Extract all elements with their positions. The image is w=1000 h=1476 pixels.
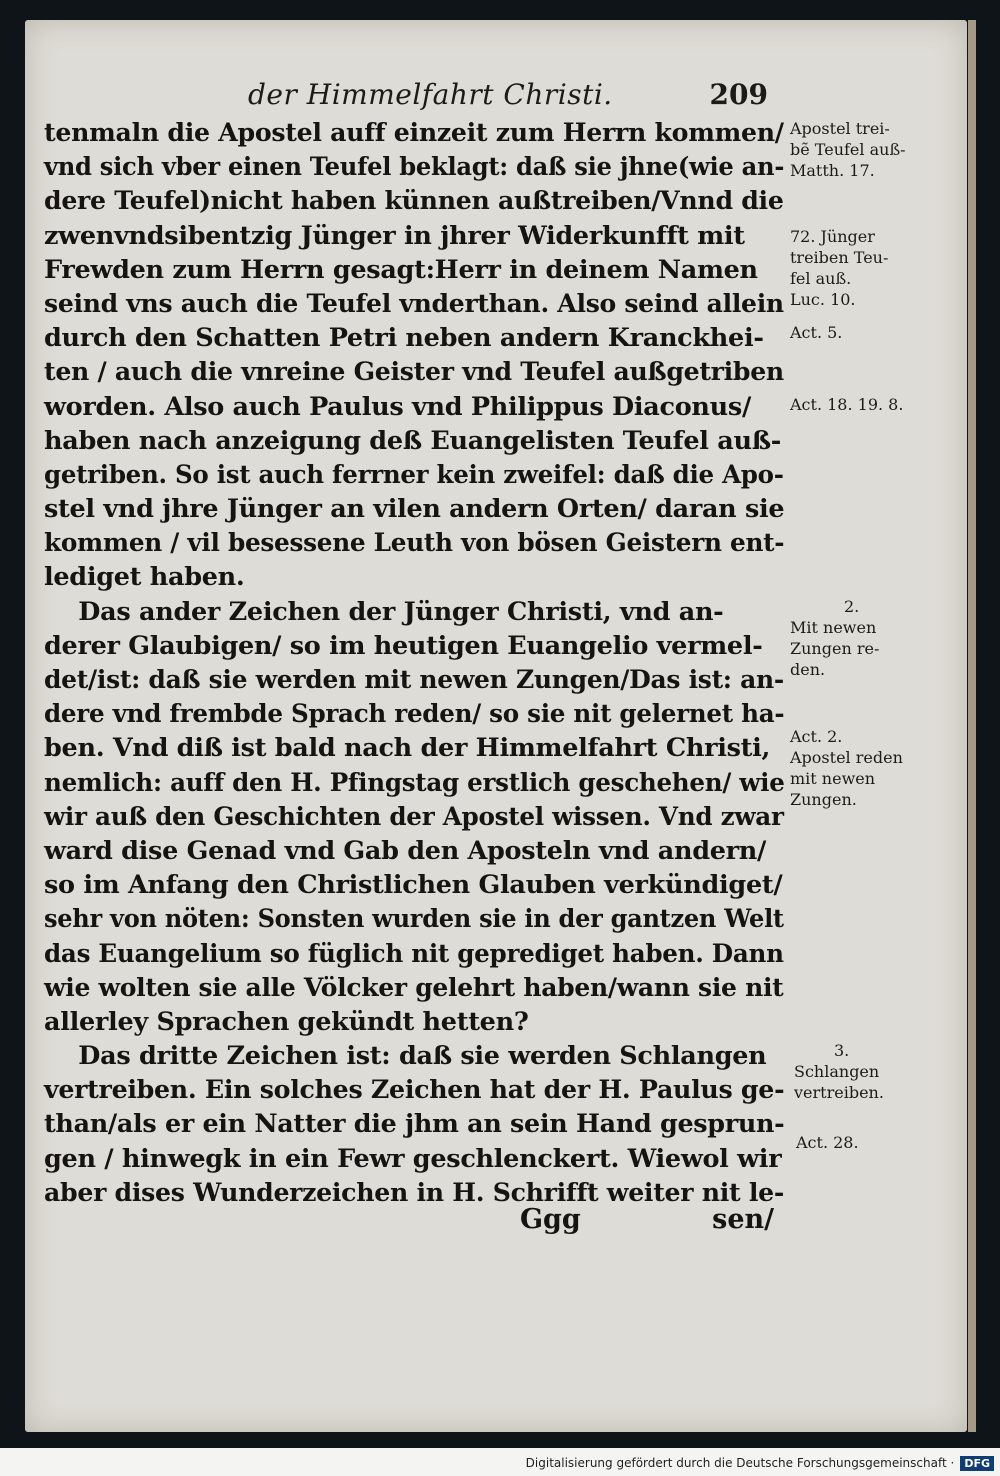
- margin-line: Schlangen: [794, 1062, 880, 1081]
- text-line: dere Teufel)nicht haben künnen außtreiben/Vnnd die: [44, 186, 784, 217]
- margin-line: Luc. 10.: [790, 290, 856, 309]
- text-line: haben nach anzeigung deß Euangelisten Teufel auß-: [44, 425, 782, 456]
- margin-line: bẽ Teufel auß-: [790, 140, 906, 159]
- page-number: 209: [709, 78, 768, 111]
- margin-line: Mit newen: [790, 618, 877, 637]
- text-line: seind vns auch die Teufel vnderthan. Also seind allein: [44, 288, 784, 319]
- text-line: det/ist: daß sie werden mit newen Zungen/Das ist: an-: [44, 665, 785, 695]
- margin-note: [790, 118, 906, 181]
- text-line: vertreiben. Ein solches Zeichen hat der H. Paulus ge-: [44, 1075, 785, 1106]
- text-line: Das dritte Zeichen ist: daß sie werden Schlangen: [44, 1041, 767, 1072]
- text-line: nemlich: auff den H. Pfingstag erstlich geschehen/ wie: [44, 767, 785, 798]
- text-line: Das ander Zeichen der Jünger Christi, vnd an-: [44, 596, 724, 627]
- running-head: [248, 78, 768, 114]
- margin-note: [794, 1040, 884, 1103]
- text-line: ten / auch die vnreine Geister vnd Teufel außgetriben: [44, 357, 784, 388]
- margin-line: Act. 18. 19. 8.: [790, 395, 904, 414]
- text-line: stel vnd jhre Jünger an vilen andern Orten/ daran sie: [44, 494, 785, 525]
- margin-line: den.: [790, 660, 826, 679]
- margin-line: mit newen: [790, 769, 876, 788]
- text-line: kommen / vil besessene Leuth von bösen Geistern ent-: [44, 528, 785, 559]
- margin-line: 2.: [844, 597, 860, 616]
- text-line: sehr von nöten: Sonsten wurden sie in der gantzen Welt: [44, 904, 784, 935]
- margin-line: Zungen.: [790, 790, 857, 809]
- funding-text: Digitalisierung gefördert durch die Deutsche Forschungsgemeinschaft ·: [525, 1456, 955, 1470]
- text-line: durch den Schatten Petri neben andern Kranckhei-: [44, 323, 764, 354]
- signature-mark: Ggg: [520, 1204, 581, 1235]
- text-line: allerley Sprachen gekündt hetten?: [44, 1006, 529, 1037]
- text-line: das Euangelium so füglich nit geprediget haben. Dann: [44, 938, 784, 969]
- margin-line: Act. 28.: [796, 1133, 859, 1152]
- text-line: gen / hinwegk in ein Fewr geschlenckert. Wiewol wir: [44, 1143, 782, 1174]
- text-line: ben. Vnd diß ist bald nach der Himmelfahrt Christi,: [44, 733, 771, 764]
- text-line: worden. Also auch Paulus vnd Philippus Diaconus/: [44, 391, 751, 422]
- margin-line: Apostel reden: [790, 748, 903, 767]
- text-line: ward dise Genad vnd Gab den Aposteln vnd andern/: [44, 835, 767, 866]
- margin-note: [790, 726, 903, 810]
- text-line: wir auß den Geschichten der Apostel wissen. Vnd zwar: [44, 801, 784, 832]
- margin-line: Matth. 17.: [790, 161, 875, 180]
- margin-note: [790, 394, 903, 415]
- margin-line: vertreiben.: [794, 1083, 884, 1102]
- margin-note: [790, 596, 879, 680]
- margin-note: [796, 1132, 859, 1153]
- margin-line: 3.: [834, 1041, 850, 1060]
- text-line: Frewden zum Herrn gesagt:Herr in deinem Namen: [44, 254, 758, 285]
- text-line: tenmaln die Apostel auff einzeit zum Herrn kommen/: [44, 118, 784, 148]
- funding-footer: [526, 1453, 994, 1473]
- margin-note: [790, 322, 842, 343]
- text-line: so im Anfang den Christlichen Glauben verkündiget/: [44, 870, 783, 901]
- margin-line: fel auß.: [790, 269, 852, 288]
- running-title: der Himmelfahrt Christi.: [248, 78, 613, 111]
- text-line: zwenvndsibentzig Jünger in jhrer Widerkunfft mit: [44, 220, 745, 251]
- margin-line: Zungen re-: [790, 639, 880, 658]
- signature-line: [44, 1204, 784, 1240]
- text-line: than/als er ein Natter die jhm an sein Hand gesprun-: [44, 1109, 785, 1140]
- margin-line: 72. Jünger: [790, 227, 875, 246]
- margin-line: Act. 5.: [790, 323, 843, 342]
- margin-note: [790, 226, 888, 310]
- text-line: lediget haben.: [44, 562, 245, 593]
- margin-line: Apostel trei-: [790, 119, 890, 138]
- dfg-logo: DFG: [960, 1456, 994, 1471]
- margin-line: treiben Teu-: [790, 248, 889, 267]
- text-line: dere vnd frembde Sprach reden/ so sie nit gelernet ha-: [44, 699, 785, 730]
- text-line: aber dises Wunderzeichen in H. Schrifft weiter nit le-: [44, 1177, 785, 1208]
- catchword: sen/: [712, 1204, 774, 1235]
- page-edge: [968, 20, 976, 1432]
- text-line: wie wolten sie alle Völcker gelehrt haben/wann sie nit: [44, 972, 784, 1003]
- body-text: [44, 116, 784, 1210]
- text-line: getriben. So ist auch ferrner kein zweifel: daß die Apo-: [44, 459, 784, 490]
- text-line: derer Glaubigen/ so im heutigen Euangelio vermel-: [44, 630, 763, 661]
- text-line: vnd sich vber einen Teufel beklagt: daß sie jhne(wie an-: [44, 152, 785, 183]
- margin-line: Act. 2.: [790, 727, 843, 746]
